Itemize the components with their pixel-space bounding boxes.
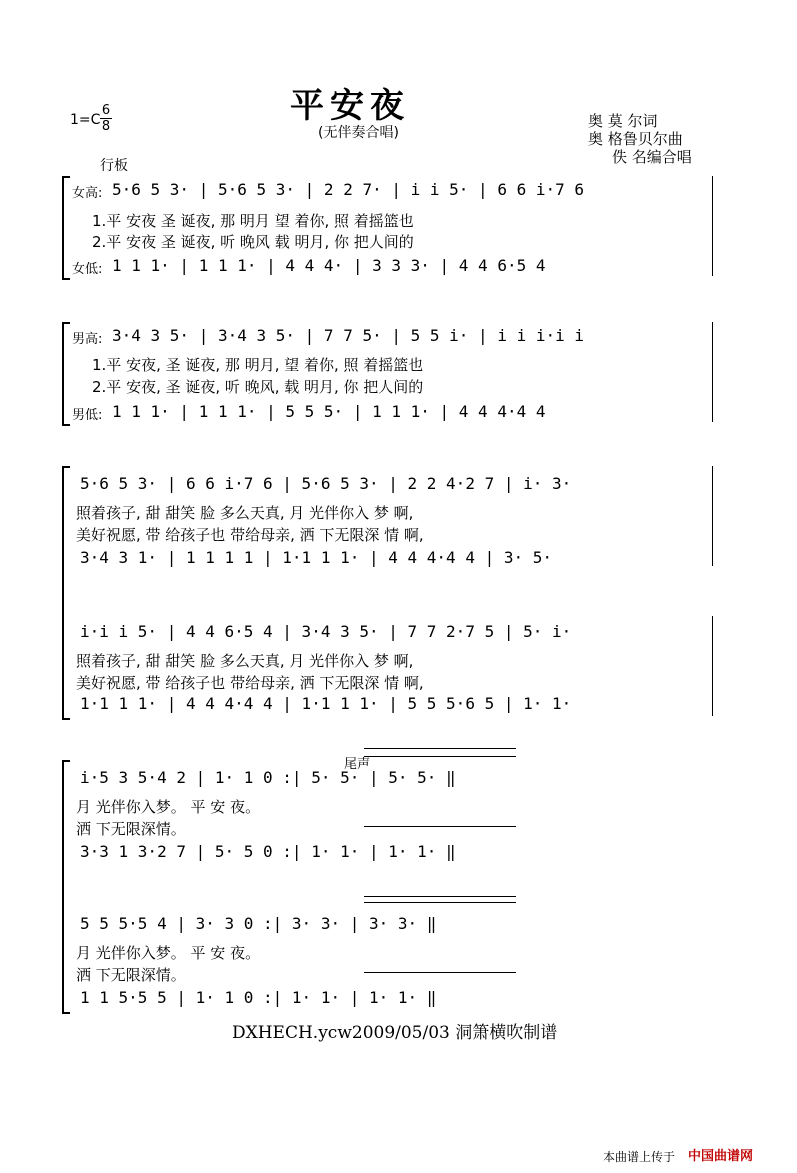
men-high-label: 男高: bbox=[72, 332, 103, 347]
barline bbox=[712, 616, 713, 716]
system-bracket bbox=[62, 466, 70, 720]
lyrics-verse1: 月 光伴你入梦。 平 安 夜。 bbox=[76, 798, 261, 816]
system-bracket bbox=[62, 176, 70, 280]
coda-hairpin bbox=[364, 972, 516, 973]
high-notes: i·i i 5· | 4 4 6·5 4 | 3·4 3 5· | 7 7 2·7 5 | 5· i· bbox=[80, 622, 572, 641]
lyrics-verse1: 照着孩子, 甜 甜笑 脸 多么天真, 月 光伴你入 梦 啊, bbox=[76, 504, 414, 522]
system-bracket bbox=[62, 322, 70, 426]
coda-label: 尾声 bbox=[344, 757, 371, 772]
lyrics-verse2: 美好祝愿, 带 给孩子也 带给母亲, 洒 下无限深 情 啊, bbox=[76, 674, 424, 692]
coda-hairpin bbox=[364, 756, 516, 757]
lyrics-verse1: 1.平 安夜 圣 诞夜, 那 明月 望 着你, 照 着摇篮也 bbox=[92, 212, 414, 230]
lyricist-credit: 奥 莫 尔词 bbox=[588, 112, 658, 130]
lyrics-verse1: 月 光伴你入梦。 平 安 夜。 bbox=[76, 944, 261, 962]
arranger-credit: 佚 名编合唱 bbox=[612, 148, 692, 166]
barline bbox=[712, 176, 713, 276]
coda-hairpin bbox=[364, 902, 516, 903]
time-signature bbox=[100, 104, 112, 133]
low-notes: 1 1 5·5 5 | 1· 1 0 :| 1· 1· | 1· 1· ‖ bbox=[80, 988, 437, 1007]
men-high-notes: 3·4 3 5· | 3·4 3 5· | 7 7 5· | 5 5 i· | i i i·i i bbox=[112, 326, 585, 345]
lyrics-verse2: 美好祝愿, 带 给孩子也 带给母亲, 洒 下无限深 情 啊, bbox=[76, 526, 424, 544]
time-top: 6 bbox=[101, 103, 111, 118]
composer-credit: 奥 格鲁贝尔曲 bbox=[588, 130, 683, 148]
lyrics-verse1: 1.平 安夜, 圣 诞夜, 那 明月, 望 着你, 照 着摇篮也 bbox=[92, 356, 424, 374]
coda-hairpin bbox=[364, 748, 516, 749]
men-low-notes: 1 1 1· | 1 1 1· | 5 5 5· | 1 1 1· | 4 4 4·4 4 bbox=[112, 402, 546, 421]
women-low-label: 女低: bbox=[72, 262, 103, 277]
upload-note: 本曲谱上传于 bbox=[603, 1150, 676, 1164]
lyrics-verse2: 2.平 安夜, 圣 诞夜, 听 晚风, 载 明月, 你 把人间的 bbox=[92, 378, 424, 396]
lyrics-verse1: 照着孩子, 甜 甜笑 脸 多么天真, 月 光伴你入 梦 啊, bbox=[76, 652, 414, 670]
site-logo[interactable]: 中国曲谱网 bbox=[688, 1149, 754, 1164]
song-subtitle: (无伴奏合唱) bbox=[318, 125, 399, 141]
barline bbox=[712, 322, 713, 422]
lyrics-verse2: 洒 下无限深情。 bbox=[76, 820, 186, 838]
low-notes: 3·4 3 1· | 1 1 1 1 | 1·1 1 1· | 4 4 4·4 4 | 3· 5· bbox=[80, 548, 553, 567]
high-notes: 5·6 5 3· | 6 6 i·7 6 | 5·6 5 3· | 2 2 4·2 7 | i· 3· bbox=[80, 474, 572, 493]
system-bracket bbox=[62, 760, 70, 1014]
time-bottom: 8 bbox=[101, 119, 111, 134]
barline bbox=[712, 466, 713, 566]
low-notes: 1·1 1 1· | 4 4 4·4 4 | 1·1 1 1· | 5 5 5·6 5 | 1· 1· bbox=[80, 694, 572, 713]
women-high-label: 女高: bbox=[72, 186, 103, 201]
footer-credit: DXHECH.ycw2009/05/03 洞箫横吹制谱 bbox=[232, 1023, 558, 1043]
low-notes: 3·3 1 3·2 7 | 5· 5 0 :| 1· 1· | 1· 1· ‖ bbox=[80, 842, 456, 861]
women-low-notes: 1 1 1· | 1 1 1· | 4 4 4· | 3 3 3· | 4 4 6·5 4 bbox=[112, 256, 546, 275]
song-title: 平安夜 bbox=[290, 86, 410, 126]
men-low-label: 男低: bbox=[72, 408, 103, 423]
lyrics-verse2: 洒 下无限深情。 bbox=[76, 966, 186, 984]
lyrics-verse2: 2.平 安夜 圣 诞夜, 听 晚风 载 明月, 你 把人间的 bbox=[92, 233, 414, 251]
coda-hairpin bbox=[364, 896, 516, 897]
coda-hairpin bbox=[364, 826, 516, 827]
high-notes: i·5 3 5·4 2 | 1· 1 0 :| 5· 5· | 5· 5· ‖ bbox=[80, 768, 456, 787]
key-signature: 1=C bbox=[70, 112, 101, 128]
tempo-marking: 行板 bbox=[100, 158, 128, 174]
women-high-notes: 5·6 5 3· | 5·6 5 3· | 2 2 7· | i i 5· | 6 6 i·7 6 bbox=[112, 180, 585, 199]
high-notes: 5 5 5·5 4 | 3· 3 0 :| 3· 3· | 3· 3· ‖ bbox=[80, 914, 437, 933]
